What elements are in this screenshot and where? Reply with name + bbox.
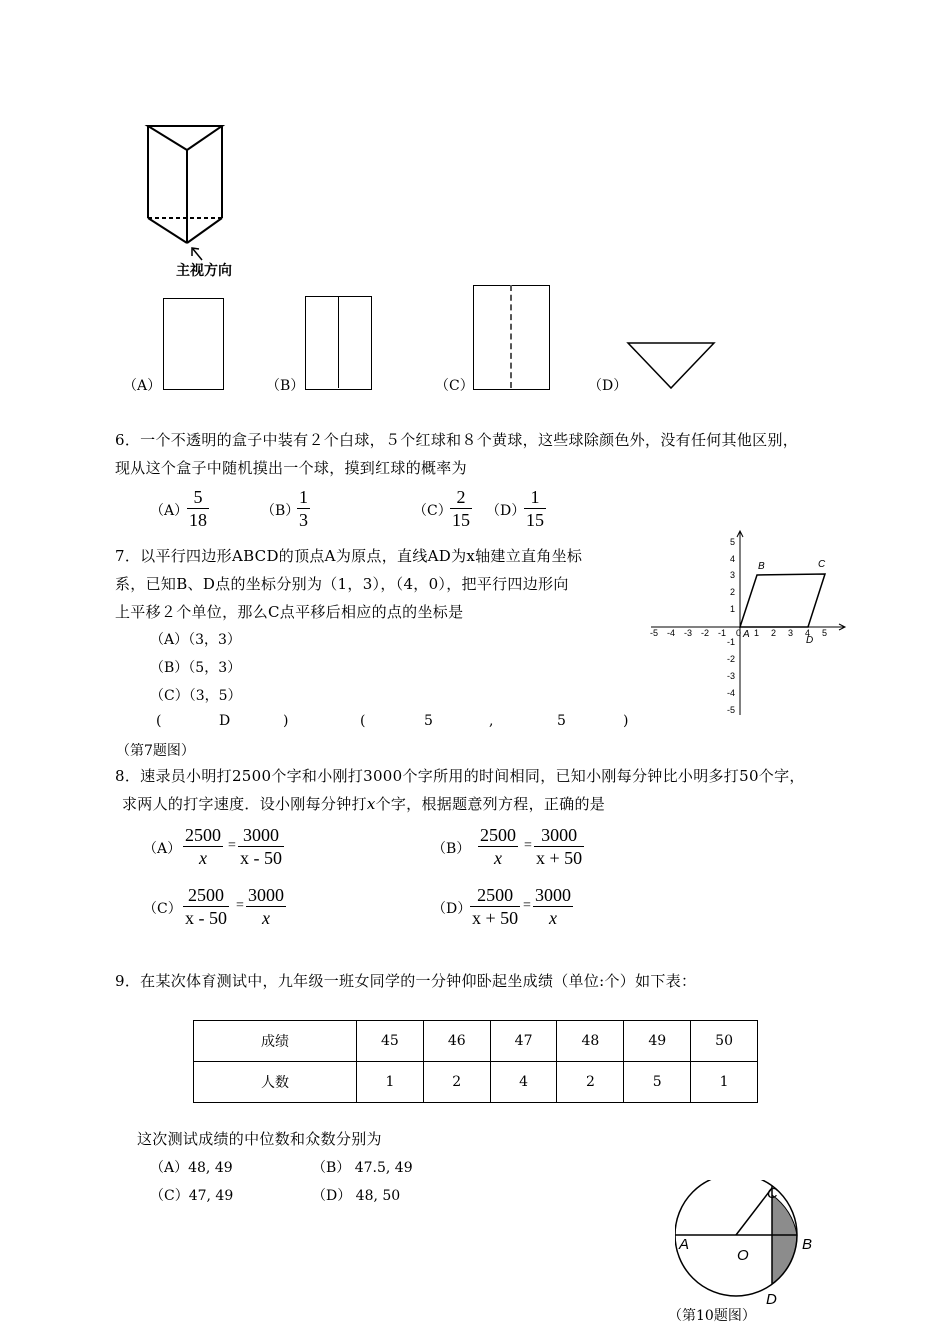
- q8-d-num-1: 2500: [470, 884, 520, 907]
- table-cell: 1: [357, 1062, 424, 1103]
- q8-a-den-1: x: [199, 848, 207, 868]
- q8-d-equals: =: [523, 898, 531, 913]
- q10-caption: （第10题图）: [668, 1308, 756, 1324]
- q8-d-den-1: x + 50: [472, 908, 519, 928]
- q8-option-d-frac-1: [470, 884, 520, 929]
- q5-option-a-shape: [163, 298, 224, 390]
- q5-option-c-dashed-line: [510, 285, 512, 388]
- q9-option-c: （C）47, 49: [150, 1188, 234, 1204]
- q8-c-den-1: x - 50: [185, 908, 227, 928]
- y-tick-m5: -5: [727, 705, 736, 715]
- table-cell: 45: [357, 1021, 424, 1062]
- q9-score-table: [193, 1020, 758, 1103]
- q6-option-a-label: （A）: [150, 503, 189, 519]
- q7-line-2: 系，已知B、D点的坐标分别为（1，3），（4，0），把平行四边形向: [115, 575, 569, 593]
- table-cell: 49: [624, 1021, 691, 1062]
- q9-line-1: 9．在某次体育测试中，九年级一班女同学的一分钟仰卧起坐成绩（单位:个）如下表：: [115, 972, 697, 990]
- x-tick-m3: -3: [684, 628, 693, 638]
- q6-option-b-numerator: 1: [299, 487, 308, 507]
- q6-option-d-denominator: 15: [526, 510, 544, 530]
- q9-option-d: （D） 48, 50: [312, 1188, 401, 1204]
- q8-line-1: 8．速录员小明打2500个字和小刚打3000个字所用的时间相同，已知小刚每分钟比小明多打50个字，: [115, 767, 805, 785]
- table-cell: 2: [557, 1062, 624, 1103]
- x-tick-3: 3: [788, 628, 794, 638]
- label-o: O: [737, 1247, 749, 1264]
- q6-option-d-fraction: [524, 486, 546, 531]
- q7-line-3: 上平移２个单位，那么C点平移后相应的点的坐标是: [115, 603, 464, 621]
- x-tick-2: 2: [771, 628, 777, 638]
- q8-d-den-2: x: [549, 908, 557, 928]
- q8-option-c-frac-2: [246, 884, 286, 929]
- y-tick-m4: -4: [727, 688, 736, 698]
- point-c-label: C: [818, 559, 826, 570]
- view-direction-label: 主视方向: [176, 263, 232, 279]
- q9-question: 这次测试成绩的中位数和众数分别为: [137, 1130, 382, 1148]
- x-tick-m2: -2: [701, 628, 710, 638]
- parallelogram-abcd: [740, 574, 825, 627]
- q8-option-b-frac-2: [534, 824, 584, 869]
- q8-c-num-1: 2500: [183, 884, 229, 907]
- q5-option-b-label: （B）: [266, 378, 305, 394]
- prism-figure: [140, 118, 260, 283]
- q8-a-num-2: 3000: [238, 824, 284, 847]
- table-cell: 成绩: [194, 1021, 357, 1062]
- x-ticks: [650, 628, 827, 638]
- y-tick-m1: -1: [727, 637, 736, 647]
- q7-option-d-paren-open: (: [360, 713, 366, 729]
- q8-a-den-2: x - 50: [240, 848, 282, 868]
- q7-line-1: 7．以平行四边形ABCD的顶点A为原点，直线AD为x轴建立直角坐标: [115, 547, 583, 565]
- q8-option-b-label: （B）: [432, 841, 471, 857]
- q5-option-a-label: （A）: [123, 378, 162, 394]
- q7-caption: （第7题图）: [116, 743, 195, 759]
- q8-option-c-label: （C）: [143, 901, 182, 917]
- q6-option-b-denominator: 3: [299, 510, 308, 530]
- table-cell: 2: [423, 1062, 490, 1103]
- q7-option-d-open: (: [156, 713, 162, 729]
- table-cell: 人数: [194, 1062, 357, 1103]
- q6-option-c-fraction: [450, 486, 472, 531]
- q8-option-c-frac-1: [183, 884, 229, 929]
- q6-option-a-fraction: [187, 486, 209, 531]
- y-tick-5: 5: [730, 537, 736, 547]
- q10-circle-figure: [675, 1180, 825, 1320]
- q6-line-1: 6．一个不透明的盒子中装有２个白球，５个红球和８个黄球，这些球除颜色外，没有任何其他区别，: [115, 431, 799, 449]
- q7-option-b: （B）（5，3）: [150, 660, 242, 676]
- x-tick-4: 4: [805, 628, 811, 638]
- y-tick-1: 1: [730, 604, 736, 614]
- q7-option-d-paren-close: ): [623, 713, 629, 729]
- q8-option-a-frac-2: [238, 824, 284, 869]
- q8-d-num-2: 3000: [535, 885, 571, 905]
- q8-variable-x: x: [366, 795, 376, 813]
- q8-b-den-1: x: [494, 848, 502, 868]
- table-cell: 46: [423, 1021, 490, 1062]
- q5-option-b-midline: [338, 296, 339, 388]
- q7-option-d-letter: D: [219, 713, 231, 729]
- q6-option-b-fraction: [297, 486, 310, 531]
- q8-b-den-2: x + 50: [536, 848, 583, 868]
- q9-option-a: （A）48, 49: [150, 1160, 233, 1176]
- label-a: A: [679, 1236, 690, 1253]
- x-tick-1: 1: [754, 628, 760, 638]
- q6-option-d-label: （D）: [486, 503, 526, 519]
- q8-c-num-2: 3000: [248, 885, 284, 905]
- y-tick-4: 4: [730, 554, 736, 564]
- q5-option-d-label: （D）: [588, 378, 628, 394]
- q6-option-b-label: （B）: [261, 503, 300, 519]
- q7-option-d-y: 5: [557, 713, 566, 729]
- q8-c-equals: =: [236, 898, 244, 913]
- q8-option-a-frac-1: [183, 824, 223, 869]
- y-tick-m3: -3: [727, 671, 736, 681]
- shaded-region-lower: [772, 1235, 797, 1284]
- table-cell: 1: [691, 1062, 758, 1103]
- y-ticks: [727, 537, 735, 715]
- q6-line-2: 现从这个盒子中随机摸出一个球，摸到红球的概率为: [115, 459, 467, 477]
- q6-option-a-numerator: 5: [187, 486, 209, 509]
- y-tick-2: 2: [730, 587, 736, 597]
- table-cell: 4: [490, 1062, 557, 1103]
- q8-line-2-post: 个字，根据题意列方程，正确的是: [375, 795, 606, 813]
- table-row: [194, 1062, 758, 1103]
- q8-b-num-1: 2500: [480, 825, 516, 845]
- q9-option-b: （B） 47.5, 49: [312, 1160, 413, 1176]
- q8-line-2: [122, 793, 605, 814]
- q8-option-a-label: （A）: [143, 841, 182, 857]
- q8-option-b-frac-1: [478, 824, 518, 869]
- x-tick-m5: -5: [650, 628, 659, 638]
- q7-option-a: （A）（3，3）: [150, 632, 241, 648]
- x-tick-m4: -4: [667, 628, 676, 638]
- q7-option-c: （C）（3，5）: [150, 688, 242, 704]
- point-d-label: D: [806, 635, 814, 646]
- q8-c-den-2: x: [262, 908, 270, 928]
- q8-a-num-1: 2500: [185, 825, 221, 845]
- table-cell: 50: [691, 1021, 758, 1062]
- q5-option-d-triangle: [626, 340, 718, 392]
- point-a-label: A: [743, 629, 750, 640]
- label-b: B: [802, 1236, 813, 1253]
- table-cell: 5: [624, 1062, 691, 1103]
- q7-coordinate-graph: [645, 525, 855, 720]
- table-cell: 47: [490, 1021, 557, 1062]
- y-tick-3: 3: [730, 570, 736, 580]
- q7-option-d-comma: ,: [489, 713, 494, 729]
- q8-option-d-label: （D）: [432, 901, 472, 917]
- q8-b-num-2: 3000: [534, 824, 584, 847]
- q6-option-c-numerator: 2: [450, 486, 472, 509]
- q6-option-c-label: （C）: [413, 503, 452, 519]
- table-cell: 48: [557, 1021, 624, 1062]
- q5-option-c-label: （C）: [435, 378, 474, 394]
- table-row: [194, 1021, 758, 1062]
- q8-b-equals: =: [524, 838, 532, 853]
- x-tick-0: 0: [736, 628, 742, 638]
- q6-option-a-denominator: 18: [189, 510, 207, 530]
- q7-option-d-x: 5: [424, 713, 433, 729]
- q8-line-2-pre: 求两人的打字速度．设小刚每分钟打: [122, 795, 367, 813]
- x-tick-m1: -1: [718, 628, 727, 638]
- q8-option-d-frac-2: [533, 884, 573, 929]
- q6-option-c-denominator: 15: [452, 510, 470, 530]
- y-tick-m2: -2: [727, 654, 736, 664]
- label-c: C: [767, 1185, 778, 1202]
- q8-a-equals: =: [228, 838, 236, 853]
- label-d: D: [766, 1291, 777, 1308]
- x-tick-5: 5: [822, 628, 828, 638]
- q6-option-d-numerator: 1: [524, 486, 546, 509]
- q7-option-d-close: ): [283, 713, 289, 729]
- point-b-label: B: [758, 561, 765, 572]
